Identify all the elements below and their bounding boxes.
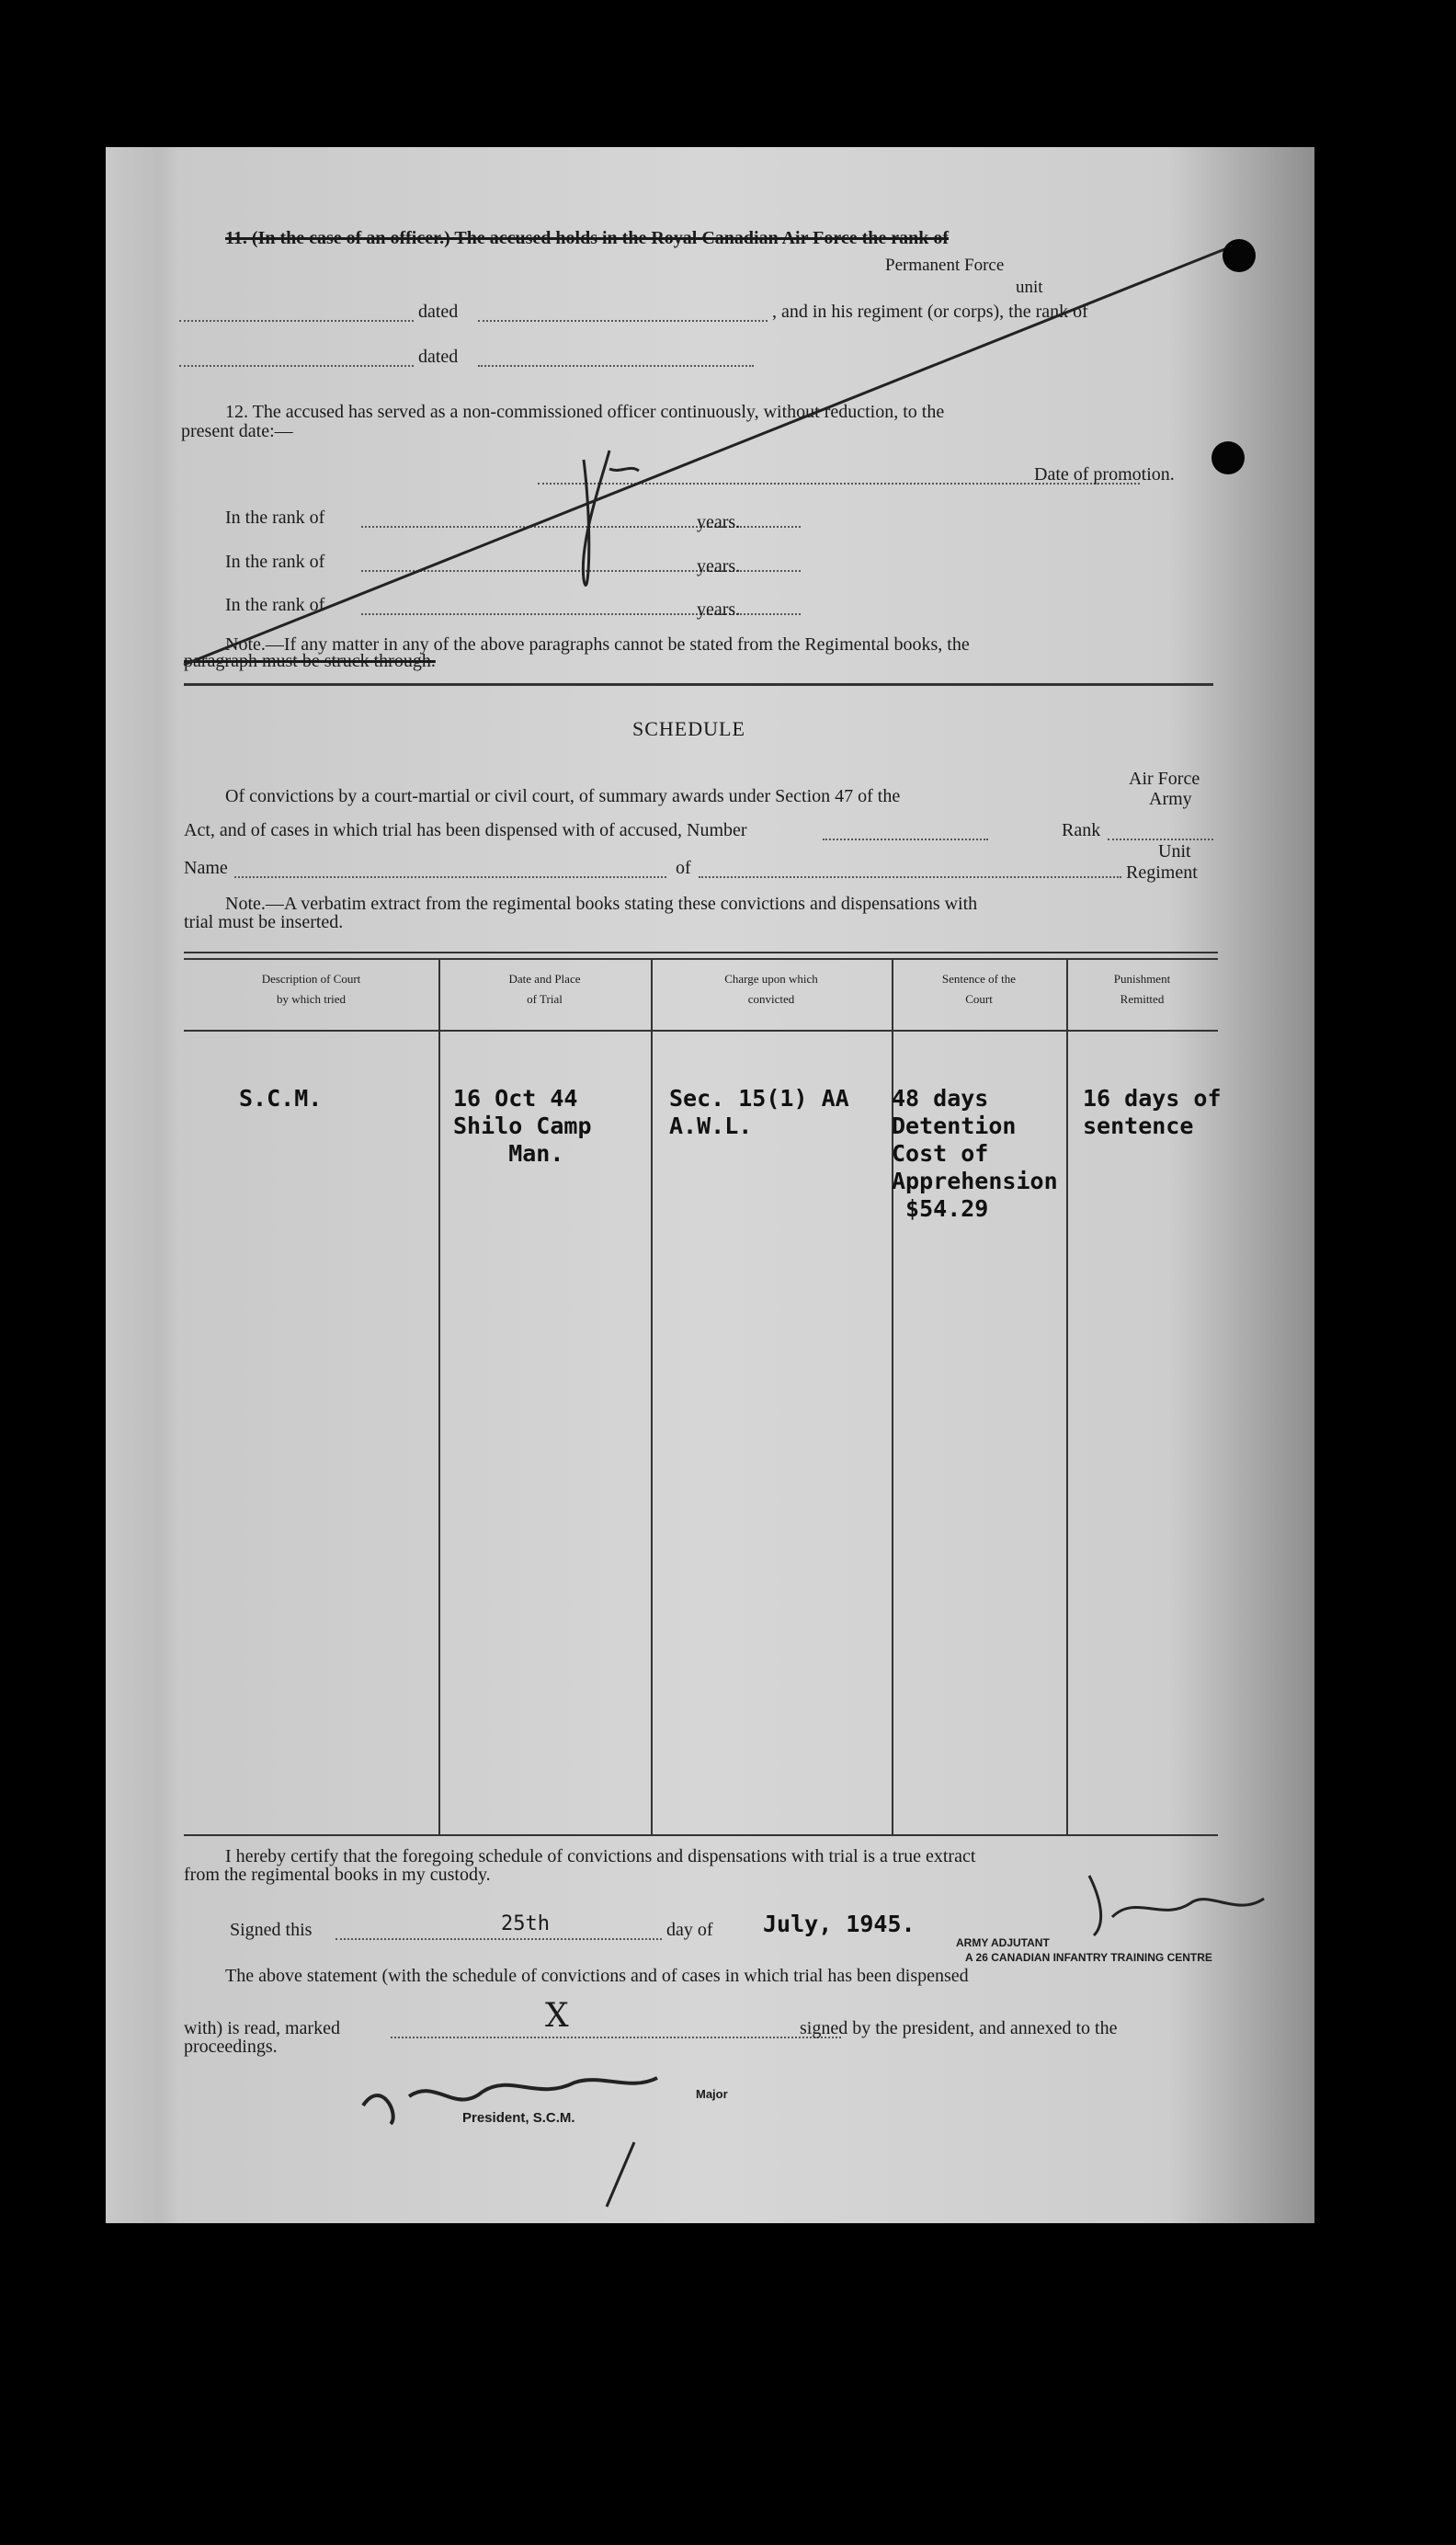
air-force-label: Air Force — [1129, 769, 1200, 789]
adjutant-signature — [1089, 1876, 1264, 1935]
schedule-intro-line-1: Of convictions by a court-martial or civil court, of summary awards under Section 47 of the — [225, 786, 901, 806]
rank-label-2: In the rank of — [225, 552, 325, 572]
schedule-note-line-2: trial must be inserted. — [184, 912, 344, 932]
cell-sentence: 48 days Detention Cost of Apprehension $54.29 — [892, 1085, 1058, 1222]
header-punishment: Punishment Remitted — [1113, 972, 1171, 1006]
section-11-struck-text: 11. (In the case of an officer.) The accused holds in the Royal Canadian Air Force the rank of — [225, 228, 950, 248]
regiment-rank-text: , and in his regiment (or corps), the rank of — [772, 302, 1088, 322]
handwritten-marks — [106, 147, 1314, 2223]
schedule-heading: SCHEDULE — [632, 717, 745, 740]
unit-label: unit — [1016, 278, 1043, 297]
years-label-2: years. — [697, 556, 741, 576]
punch-hole-top — [1223, 239, 1256, 272]
certify-line-2: from the regimental books in my custody. — [184, 1865, 491, 1885]
statement-line-1: The above statement (with the schedule of convictions and of cases in which trial has been dispensed — [225, 1966, 969, 1986]
rank-label: Rank — [1062, 820, 1101, 840]
permanent-force-label: Permanent Force — [885, 256, 1005, 275]
header-charge: Charge upon which convicted — [724, 972, 818, 1006]
president-title: President, S.C.M. — [462, 2110, 575, 2126]
cell-court: S.C.M. — [239, 1085, 323, 1112]
date-of-promotion-label: Date of promotion. — [1034, 464, 1175, 485]
section-12-note-line-2: paragraph must be struck through. — [184, 651, 436, 671]
header-sentence: Sentence of the Court — [941, 972, 1017, 1006]
day-of-label: day of — [666, 1920, 713, 1940]
section-12-line-1: 12. The accused has served as a non-commissioned officer continuously, without reduction, to the — [225, 402, 945, 422]
section-strike-line — [184, 246, 1232, 665]
statement-mark: X — [545, 1997, 569, 2035]
of-label: of — [676, 858, 691, 878]
header-date-place: Date and Place of Trial — [508, 972, 581, 1006]
section-12-note-line-1: Note.—If any matter in any of the above paragraphs cannot be stated from the Regimental books, the — [225, 634, 970, 655]
years-label-3: years. — [697, 599, 741, 620]
handwritten-initials — [583, 451, 639, 585]
rank-label-1: In the rank of — [225, 508, 325, 528]
punch-hole-middle — [1211, 441, 1245, 474]
years-label-1: years. — [697, 512, 741, 532]
name-label: Name — [184, 858, 228, 878]
army-label: Army — [1149, 789, 1192, 809]
section-12-line-2: present date:— — [181, 421, 293, 441]
cell-date-place: 16 Oct 44 Shilo Camp Man. — [453, 1085, 592, 1167]
president-signature — [363, 2078, 657, 2124]
certify-line-1: I hereby certify that the foregoing schedule of convictions and dispensations with trial is a true extract — [225, 1846, 976, 1866]
schedule-note-line-1: Note.—A verbatim extract from the regimental books stating these convictions and dispensations with — [225, 894, 978, 914]
rank-label-3: In the rank of — [225, 595, 325, 615]
schedule-intro-line-2: Act, and of cases in which trial has been dispensed with of accused, Number — [184, 820, 747, 840]
header-court: Description of Court by which tried — [261, 972, 361, 1006]
dated-label-2: dated — [418, 347, 459, 367]
statement-line-3: proceedings. — [184, 2037, 278, 2057]
statement-line-2: with) is read, marked — [184, 2018, 340, 2038]
president-signature-tail — [607, 2142, 634, 2207]
dated-label-1: dated — [418, 302, 459, 322]
document-page — [106, 147, 1314, 2223]
signed-this-label: Signed this — [230, 1920, 313, 1940]
officer-stamp-line-2: A 26 CANADIAN INFANTRY TRAINING CENTRE — [965, 1951, 1212, 1964]
major-label: Major — [696, 2087, 728, 2101]
cell-punishment: 16 days of sentence — [1083, 1085, 1222, 1139]
regiment-label: Regiment — [1126, 862, 1198, 883]
statement-signed-text: signed by the president, and annexed to the — [800, 2018, 1118, 2038]
signed-day-value: 25th — [501, 1912, 550, 1935]
signed-month-year: July, 1945. — [763, 1911, 916, 1937]
unit-label-schedule: Unit — [1158, 841, 1191, 862]
cell-charge: Sec. 15(1) AA A.W.L. — [669, 1085, 849, 1139]
officer-stamp-line-1: ARMY ADJUTANT — [956, 1936, 1050, 1949]
